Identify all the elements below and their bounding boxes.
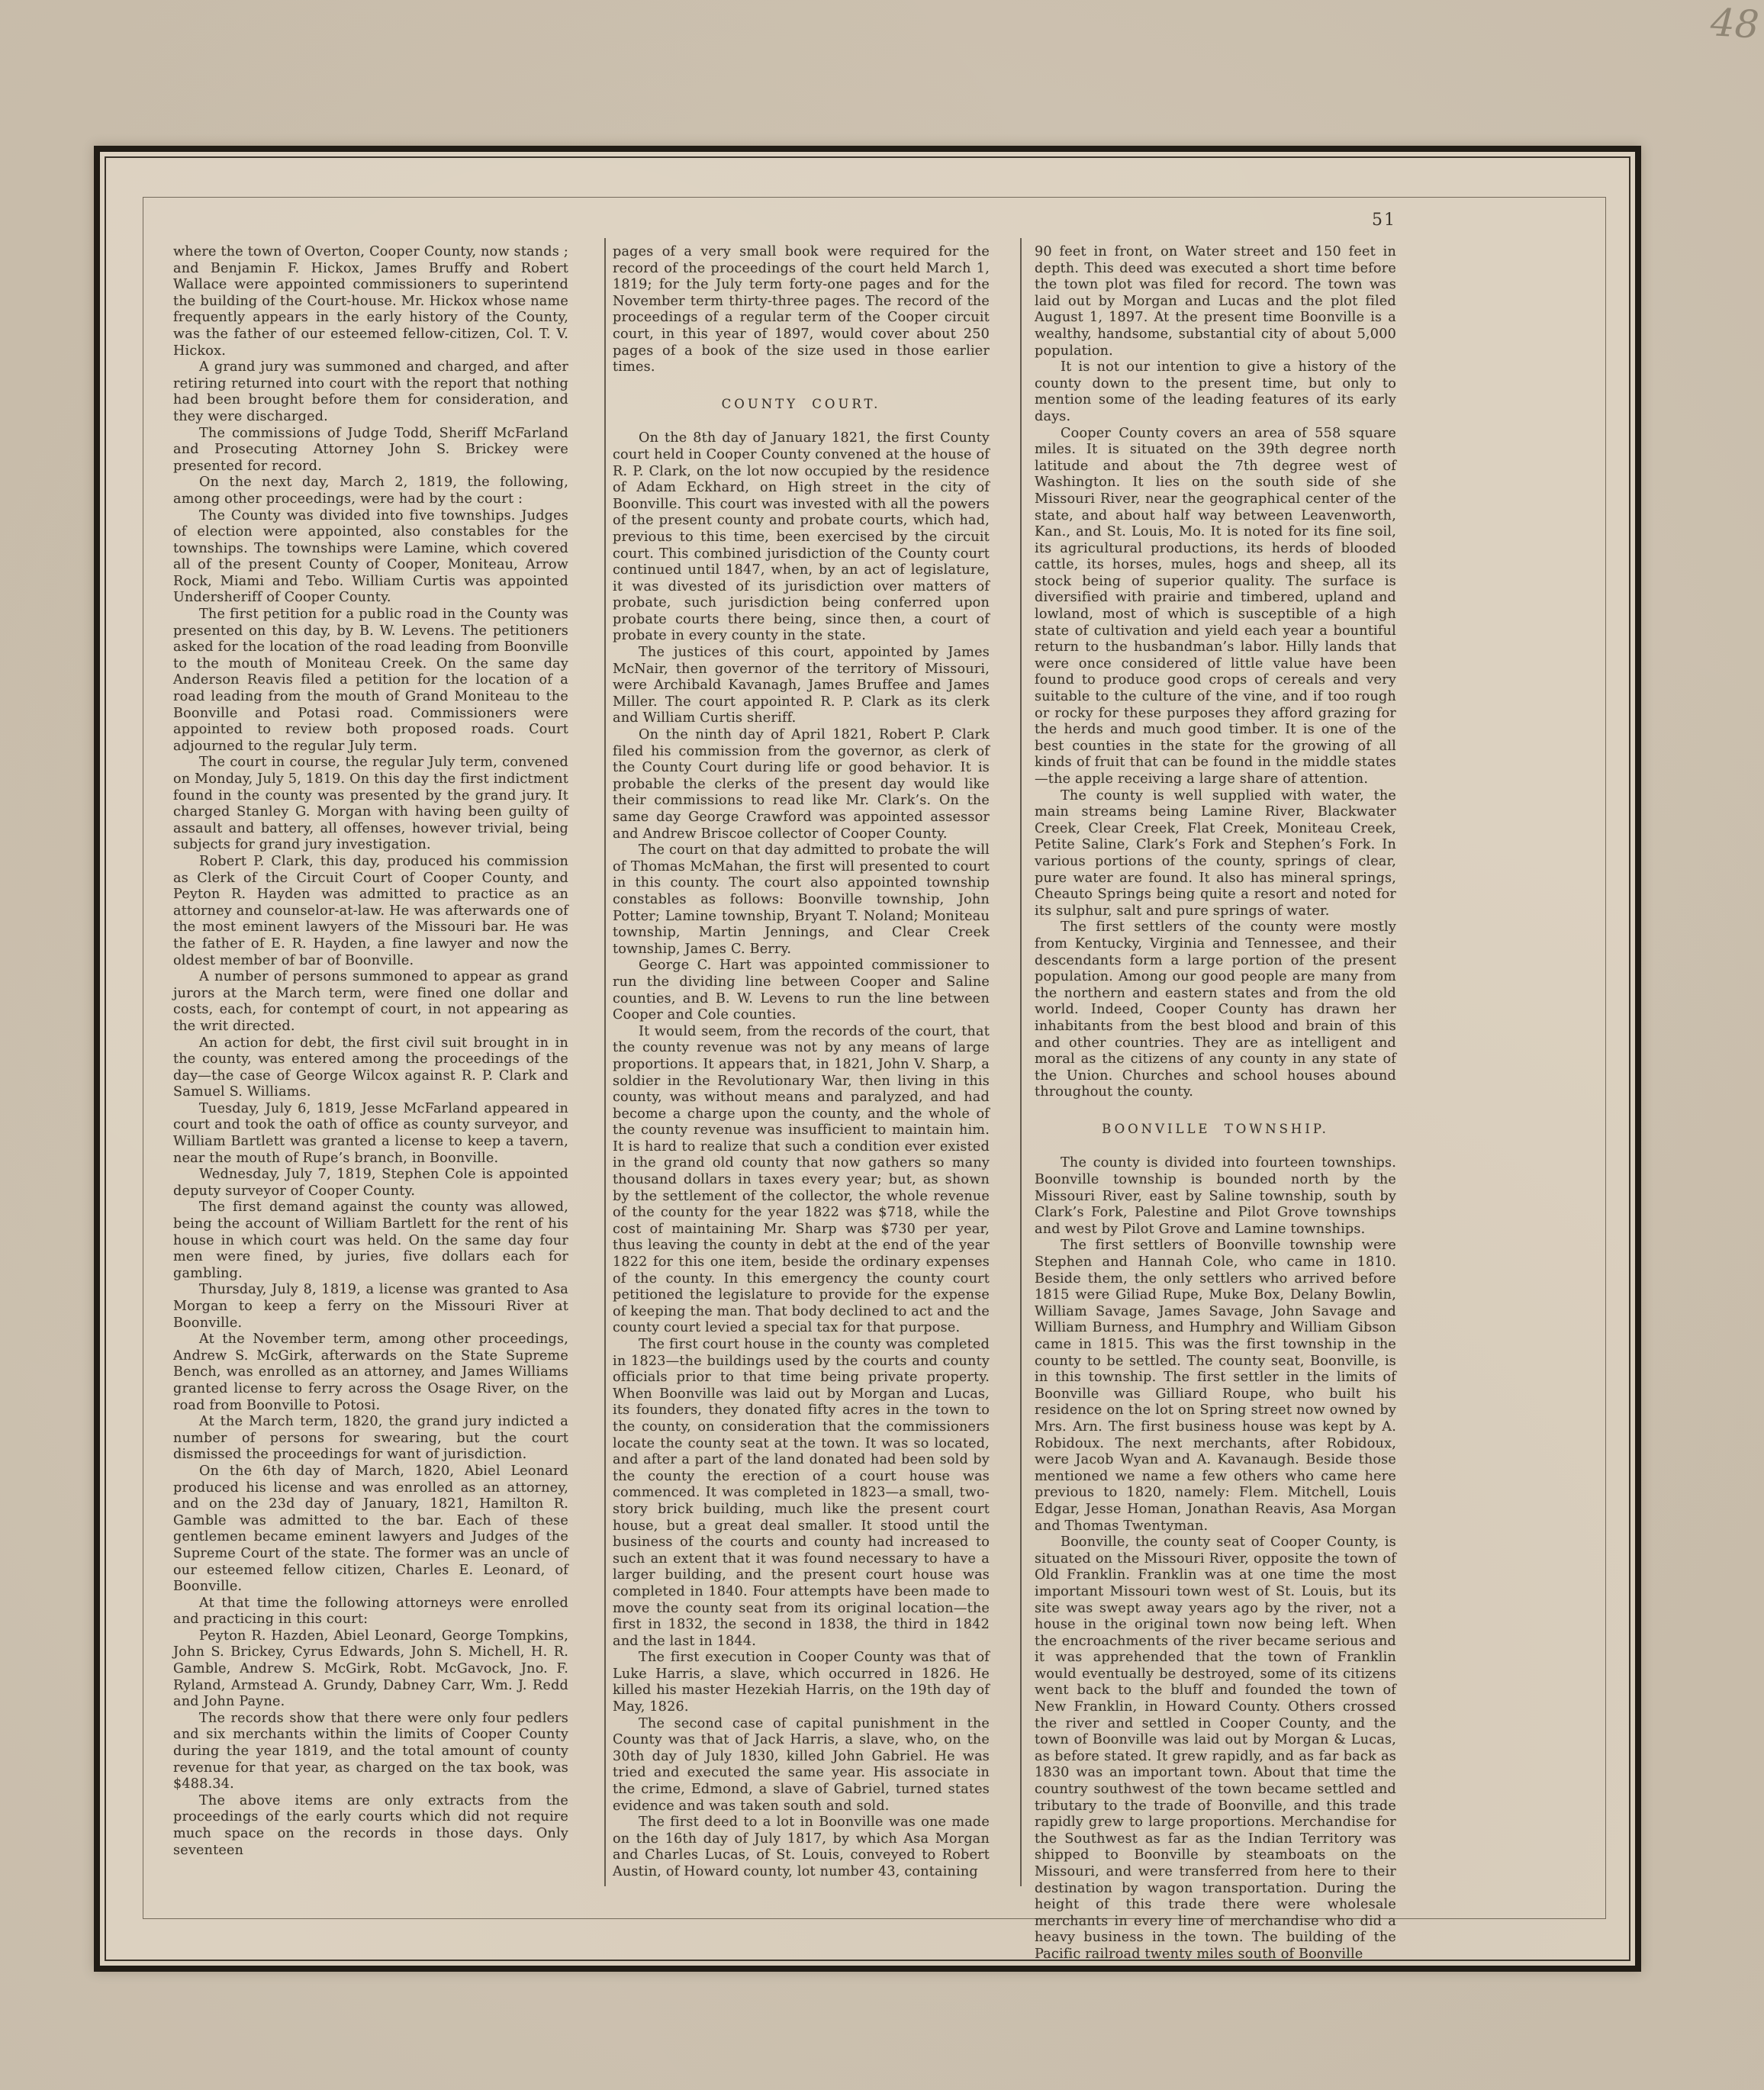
paragraph: Boonville, the county seat of Cooper County, is situated on the Missouri River, opposite the town of Old Franklin. Franklin was at one time the most important Missouri town west of St. Louis, but its site was swept away years ago by the river, not a house in the original town now being left. When the encroachments of the river became serious and it was apprehended that the town of Franklin would eventually be destroyed, some of its citizens went back to the bluff and founded the town of New Franklin, in Howard County. Others crossed the river and settled in Cooper County, and the town of Boonville was laid out by Morgan & Lucas, as before stated. It grew rapidly, and as far back as 1830 was an important town. About that time the country southwest of the town became settled and tributary to the trade of Boonville, and this trade rapidly grew to large proportions. Merchandise for the Southwest as far as the Indian Territory was shipped to Boonville by steamboats on the Missouri, and were transferred from here to their destination by wagon transportation. During the height of this trade there were wholesale merchants in every line of merchandise who did a heavy business in the town. The building of the Pacific railroad twenty miles south of Boonville	[1035, 1534, 1396, 1962]
page-number: 51	[1372, 211, 1396, 230]
paragraph: The records show that there were only four pedlers and six merchants within the limits of Cooper County during the year 1819, and the total amount of county revenue for that year, as charged on the tax book, was $488.34.	[173, 1710, 568, 1792]
paragraph: where the town of Overton, Cooper County, now stands ; and Benjamin F. Hickox, James Bruffy and Robert Wallace were appointed commissioners to superintend the building of the Court-house. Mr. Hickox whose name frequently appears in the early history of the County, was the father of our esteemed fellow-citizen, Col. T. V. Hickox.	[173, 244, 568, 359]
text-column-3	[1035, 244, 1396, 1963]
paragraph: Peyton R. Hazden, Abiel Leonard, George Tompkins, John S. Brickey, Cyrus Edwards, John S. Michell, H. R. Gamble, Andrew S. McGirk, Robt. McGavock, Jno. F. Ryland, Armstead A. Grundy, Dabney Carr, Wm. J. Redd and John Payne.	[173, 1628, 568, 1710]
paragraph: The commissions of Judge Todd, Sheriff McFarland and Prosecuting Attorney John S. Brickey were presented for record.	[173, 425, 568, 474]
paragraph: The first deed to a lot in Boonville was one made on the 16th day of July 1817, by which Asa Morgan and Charles Lucas, of St. Louis, conveyed to Robert Austin, of Howard county, lot number 43, containing	[613, 1815, 990, 1879]
paragraph: At the November term, among other proceedings, Andrew S. McGirk, afterwards on the State Supreme Bench, was enrolled as an attorney, and James Williams granted license to ferry across the Osage River, on the road from Boonville to Potosi.	[173, 1332, 568, 1413]
paragraph: On the 8th day of January 1821, the first County court held in Cooper County convened at the house of R. P. Clark, on the lot now occupied by the residence of Adam Eckhard, on High street in the city of Boonville. This court was invested with all the powers of the present county and probate courts, which had, previous to this time, been exercised by the circuit court. This combined jurisdiction of the County court continued until 1847, when, by an act of legislature, it was divested of its jurisdiction over matters of probate, such jurisdiction being conferred upon probate courts there being, since then, a court of probate in every county in the state.	[613, 430, 990, 644]
text-column-1	[173, 244, 568, 1859]
paragraph: The first court house in the county was completed in 1823—the buildings used by the courts and county officials prior to that time being private property. When Boonville was laid out by Morgan and Lucas, its founders, they donated fifty acres in the town to the county, on consideration that the commissioners locate the county seat at the town. It was so located, and after a part of the land donated had been sold by the county the erection of a court house was commenced. It was completed in 1823—a small, two-story brick building, much like the present court house, but a great deal smaller. It stood until the business of the courts and county had increased to such an extent that it was found necessary to have a larger building, and the present court house was completed in 1840. Four attempts have been made to move the county seat from its original location—the first in 1832, the second in 1838, the third in 1842 and the last in 1844.	[613, 1337, 990, 1649]
paragraph: A number of persons summoned to appear as grand jurors at the March term, were fined one dollar and costs, each, for contempt of court, in not appearing as the writ directed.	[173, 969, 568, 1034]
handwritten-folio-number: 48	[1709, 0, 1761, 47]
paragraph: The first execution in Cooper County was that of Luke Harris, a slave, which occurred in 1826. He killed his master Hezekiah Harris, on the 19th day of May, 1826.	[613, 1650, 990, 1715]
paragraph: A grand jury was summoned and charged, and after retiring returned into court with the report that nothing had been brought before them for consideration, and they were discharged.	[173, 359, 568, 424]
column-divider-1	[604, 238, 606, 1886]
paragraph: The justices of this court, appointed by James McNair, then governor of the territory of Missouri, were Archibald Kavanagh, James Bruffee and James Miller. The court appointed R. P. Clark as its clerk and William Curtis sheriff.	[613, 645, 990, 726]
section-heading: COUNTY COURT.	[721, 396, 881, 411]
paragraph: At that time the following attorneys were enrolled and practicing in this court:	[173, 1595, 568, 1628]
paragraph: The above items are only extracts from the proceedings of the early courts which did not require much space on the records in those days. Only seventeen	[173, 1792, 568, 1858]
paragraph: The second case of capital punishment in the County was that of Jack Harris, a slave, who, on the 30th day of July 1830, killed John Gabriel. He was tried and executed the same year. His associate in the crime, Edmond, a slave of Gabriel, turned states evidence and was taken south and sold.	[613, 1715, 990, 1814]
paragraph: Wednesday, July 7, 1819, Stephen Cole is appointed deputy surveyor of Cooper County.	[173, 1167, 568, 1199]
paragraph: It is not our intention to give a history of the county down to the present time, but only to mention some of the leading features of its early days.	[1035, 359, 1396, 424]
paragraph: pages of a very small book were required for the record of the proceedings of the court held March 1, 1819; for the July term forty-one pages and for the November term thirty-three pages. The record of the proceedings of a regular term of the Cooper circuit court, in this year of 1897, would cover about 250 pages of a book of the size used in those earlier times.	[613, 244, 990, 375]
paragraph: Tuesday, July 6, 1819, Jesse McFarland appeared in court and took the oath of office as county surveyor, and William Bartlett was granted a license to keep a tavern, near the mouth of Rupe’s branch, in Boonville.	[173, 1100, 568, 1166]
paragraph: An action for debt, the first civil suit brought in in the county, was entered among the proceedings of the day—the case of George Wilcox against R. P. Clark and Samuel S. Williams.	[173, 1035, 568, 1100]
paragraph: Cooper County covers an area of 558 square miles. It is situated on the 39th degree north latitude and about the 7th degree west of Washington. It lies on the south side of she Missouri River, near the geographical center of the state, and about half way between Leavenworth, Kan., and St. Louis, Mo. It is noted for its fine soil, its agricultural productions, its herds of blooded cattle, its horses, mules, hogs and sheep, all its stock being of superior quality. The surface is diversified with prairie and timbered, upland and lowland, most of which is susceptible of a high state of cultivation and yield each year a bountiful return to the husbandman’s labor. Hilly lands that were once considered of little value have been found to produce good crops of cereals and very suitable to the culture of the vine, and if too rough or rocky for these purposes they afford grazing for the herds and much good timber. It is one of the best counties in the state for the growing of all kinds of fruit that can be found in the middle states—the apple receiving a large share of attention.	[1035, 425, 1396, 787]
paragraph: At the March term, 1820, the grand jury indicted a number of persons for swearing, but the court dismissed the proceedings for want of jurisdiction.	[173, 1414, 568, 1463]
paragraph: 90 feet in front, on Water street and 150 feet in depth. This deed was executed a short time before the town plot was filed for record. The town was laid out by Morgan and Lucas and the plot filed August 1, 1897. At the present time Boonville is a wealthy, handsome, substantial city of about 5,000 population.	[1035, 244, 1396, 359]
paragraph: The court on that day admitted to probate the will of Thomas McMahan, the first will presented to court in this county. The court also appointed township constables as follows: Boonville township, John Potter; Lamine township, Bryant T. Noland; Moniteau township, Martin Jennings, and Clear Creek township, James C. Berry.	[613, 842, 990, 957]
paragraph: On the 6th day of March, 1820, Abiel Leonard produced his license and was enrolled as an attorney, and on the 23d day of January, 1821, Hamilton R. Gamble was admitted to the bar. Each of these gentlemen became eminent lawyers and Judges of the Supreme Court of the state. The former was an uncle of our esteemed fellow citizen, Charles E. Leonard, of Boonville.	[173, 1463, 568, 1595]
paragraph: The county is well supplied with water, the main streams being Lamine River, Blackwater Creek, Clear Creek, Flat Creek, Moniteau Creek, Petite Saline, Clark’s Fork and Stephen’s Fork. In various portions of the county, springs of clear, pure water are found. It also has mineral springs, Cheauto Springs being quite a resort and noted for its sulphur, salt and pure springs of water.	[1035, 787, 1396, 919]
paragraph: On the next day, March 2, 1819, the following, among other proceedings, were had by the court :	[173, 475, 568, 507]
paragraph: Thursday, July 8, 1819, a license was granted to Asa Morgan to keep a ferry on the Missouri River at Boonville.	[173, 1282, 568, 1331]
paragraph: The court in course, the regular July term, convened on Monday, July 5, 1819. On this day the first indictment found in the county was presented by the grand jury. It charged Stanley G. Morgan with having been guilty of assault and battery, all offenses, however trivial, being subjects for grand jury investigation.	[173, 755, 568, 853]
paragraph: The first settlers of Boonville township were Stephen and Hannah Cole, who came in 1810. Beside them, the only settlers who arrived before 1815 were Giliad Rupe, Muke Box, Delany Bowlin, William Savage, James Savage, John Savage and William Burness, and Humphry and William Gibson came in 1815. This was the first township in the county to be settled. The county seat, Boonville, is in this township. The first settler in the limits of Boonville was Gilliard Roupe, who built his residence on the lot on Spring street now owned by Mrs. Arn. The first business house was kept by A. Robidoux. The next merchants, after Robidoux, were Jacob Wyan and A. Kavanaugh. Beside those mentioned we name a few others who came here previous to 1820, namely: Flem. Mitchell, Louis Edgar, Jesse Homan, Jonathan Reavis, Asa Morgan and Thomas Twentyman.	[1035, 1238, 1396, 1534]
paragraph: It would seem, from the records of the court, that the county revenue was not by any means of large proportions. It appears that, in 1821, John V. Sharp, a soldier in the Revolutionary War, then living in this county, was without means and paralyzed, and had become a charge upon the county, and the whole of the county revenue was insufficient to maintain him. It is hard to realize that such a condition ever existed in the grand old county that now gathers so many thousand dollars in taxes every year; but, as shown by the settlement of the collector, the whole revenue of the county for the year 1822 was $718, while the cost of maintaining Mr. Sharp was $730 per year, thus leaving the county in debt at the end of the year 1822 for this one item, beside the ordinary expenses of the county. In this emergency the county court petitioned the legislature to provide for the expense of keeping the man. That body declined to act and the county court levied a special tax for that purpose.	[613, 1023, 990, 1336]
section-heading: BOONVILLE TOWNSHIP.	[1102, 1121, 1329, 1136]
paragraph: The first demand against the county was allowed, being the account of William Bartlett for the rent of his house in which court was held. On the same day four men were fined, by juries, five dollars each for gambling.	[173, 1200, 568, 1281]
text-column-2	[613, 244, 990, 1881]
paragraph: Robert P. Clark, this day, produced his commission as Clerk of the Circuit Court of Cooper County, and Peyton R. Hayden was admitted to practice as an attorney and counselor-at-law. He was afterwards one of the most eminent lawyers of the Missouri bar. He was the father of E. R. Hayden, a fine lawyer and now the oldest member of bar of Boonville.	[173, 853, 568, 968]
paragraph: On the ninth day of April 1821, Robert P. Clark filed his commission from the governor, as clerk of the County Court during life or good behavior. It is probable the clerks of the present day would like their commissions to read like Mr. Clark’s. On the same day George Crawford was appointed assessor and Andrew Briscoe collector of Cooper County.	[613, 727, 990, 842]
paragraph: The first petition for a public road in the County was presented on this day, by B. W. Levens. The petitioners asked for the location of the road leading from Boonville to the mouth of Moniteau Creek. On the same day Anderson Reavis filed a petition for the location of a road leading from the mouth of Grand Moniteau to the Boonville and Potasi road. Commissioners were appointed to review both proposed roads. Court adjourned to the regular July term.	[173, 607, 568, 754]
paragraph: The County was divided into five townships. Judges of election were appointed, also constables for the townships. The townships were Lamine, which covered all of the present County of Cooper, Moniteau, Arrow Rock, Miami and Tebo. William Curtis was appointed Undersheriff of Cooper County.	[173, 507, 568, 606]
paragraph: The first settlers of the county were mostly from Kentucky, Virginia and Tennessee, and their descendants form a large portion of the present population. Among our good people are many from the northern and eastern states and from the old world. Indeed, Cooper County has drawn her inhabitants from the best blood and brain of this and other countries. They are as intelligent and moral as the citizens of any county in any state of the Union. Churches and school houses abound throughout the county.	[1035, 919, 1396, 1100]
paragraph: George C. Hart was appointed commissioner to run the dividing line between Cooper and Saline counties, and B. W. Levens to run the line between Cooper and Cole counties.	[613, 958, 990, 1023]
column-divider-2	[1020, 238, 1022, 1886]
paragraph: The county is divided into fourteen townships. Boonville township is bounded north by the Missouri River, east by Saline township, south by Clark’s Fork, Palestine and Pilot Grove townships and west by Pilot Grove and Lamine townships.	[1035, 1155, 1396, 1237]
